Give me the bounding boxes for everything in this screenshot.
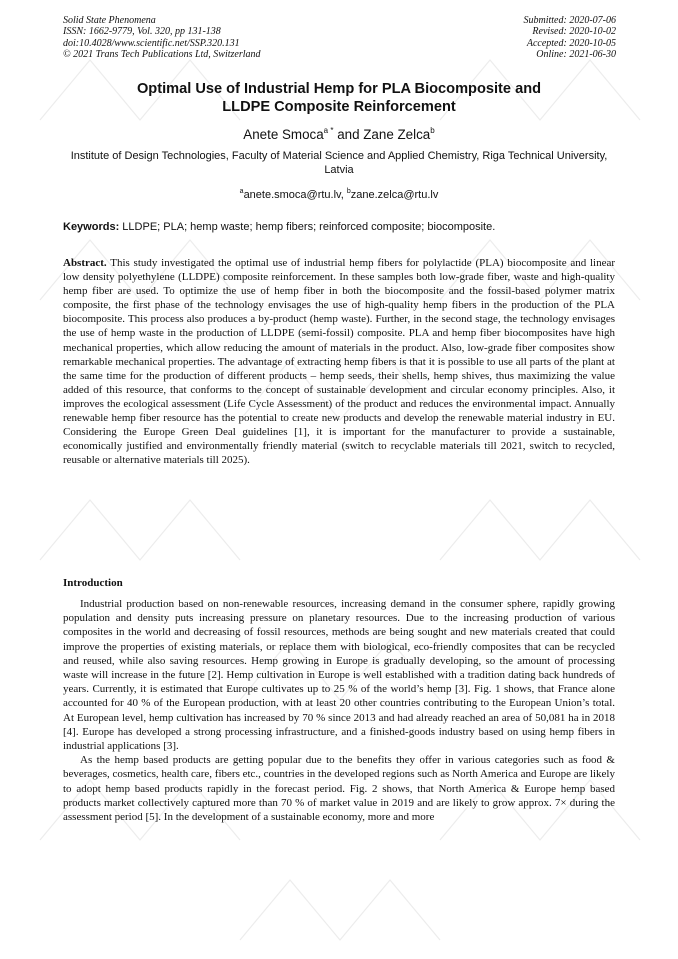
keywords-label: Keywords: — [63, 221, 120, 233]
author-emails — [0, 185, 678, 202]
date-accepted: Accepted: 2020-10-05 — [526, 37, 616, 49]
title-line-2: LLDPE Composite Reinforcement — [222, 98, 456, 115]
email-a-marker: a — [239, 188, 244, 195]
introduction-body — [63, 597, 615, 824]
author-1-marker: a * — [323, 126, 334, 135]
author-2-marker: b — [430, 126, 435, 135]
date-online: Online: 2021-06-30 — [536, 49, 616, 61]
title-line-1: Optimal Use of Industrial Hemp for PLA Biocomposite and — [136, 81, 542, 97]
journal-name: Solid State Phenomena — [63, 15, 156, 26]
author-list — [0, 123, 678, 143]
date-revised: Revised: 2020-10-02 — [532, 26, 616, 38]
journal-issn: ISSN: 1662-9779, Vol. 320, pp 131-138 — [63, 26, 221, 38]
paper-title — [0, 81, 678, 116]
intro-paragraph-1: Industrial production based on non-renewable resources, increasing demand in the consumer sphere, rapidly growing population and density puts increasing pressure on planetary resources. Due to the increasing production of various composites in the world and decreasing of fossil resources, methods are being sought and new materials created that could improve the properties of existing materials, or replace them with biological, eco-friendly composites that can be recycled and reused, while also saving resources. Hemp growing in Europe is gradually developing, so the amount of processing waste will increase in the future [2]. Hemp cultivation in Europe is well established with a tradition dating back hundreds of years. Currently, it is estimated that Europe cultivates up to 25 % of the world’s hemp [3]. Fig. 1 shows, that France alone accounted for 40 % of the European production, with at least 20 other countries contributing to the European Union’s total. At European level, hemp cultivation has increased by 70 % since 2013 and had already reached an area of 50,081 ha in 2018 [4]. Europe has developed a strong processing infrastructure, and a finished-goods industry based on using hemp fibers in industrial applications [3]. — [63, 598, 615, 753]
abstract-label: Abstract. — [63, 257, 107, 269]
journal-info — [63, 15, 261, 61]
journal-doi[interactable]: doi:10.4028/www.scientific.net/SSP.320.131 — [63, 37, 240, 49]
author-name-1: Anete Smoca — [243, 127, 324, 142]
keywords — [63, 220, 615, 234]
abstract — [63, 256, 615, 467]
section-heading-introduction: Introduction — [63, 577, 123, 589]
intro-paragraph-2: As the hemp based products are getting popular due to the benefits they offer in various categories such as food & beverages, cosmetics, health care, fibers etc., countries in the developed regions such as North America and Europe are likely to adopt hemp based products rapidly in the forecast period. Fig. 2 shows, that North America & Europe hemp based products market collectively captured more than 70 % of market value in 2019 and are likely to grow approx. 7× during the assessment period [5]. In the development of a sustainable economy, more and more — [63, 754, 615, 824]
email-a[interactable]: anete.smoca@rtu.lv, — [243, 189, 347, 201]
journal-copyright: © 2021 Trans Tech Publications Ltd, Switzerland — [63, 49, 261, 61]
affiliation: Institute of Design Technologies, Faculty of Material Science and Applied Chemistry, Riga Technical University, Latvia — [70, 150, 608, 177]
keywords-text: LLDPE; PLA; hemp waste; hemp fibers; reinforced composite; biocomposite. — [119, 221, 496, 233]
author-name-2: and Zane Zelca — [333, 127, 431, 142]
email-b[interactable]: zane.zelca@rtu.lv — [350, 189, 439, 201]
email-b-marker: b — [346, 188, 351, 195]
abstract-text: This study investigated the optimal use of industrial hemp fibers for polylactide (PLA) biocomposite and linear low density polyethylene (LLDPE) composite reinforcement. In these samples both low-grade fiber, waste and high-quality hemp fiber are used. To optimize the use of hemp fiber in both the biocomposite and the fossil-based polymer matrix composite, the first phase of the technology envisages the use of high-quality hemp fibers in the production of the PLA biocomposite. This process also produces a by-product (hemp waste). Further, in the second stage, the technology envisages the use of hemp waste in the production of LLDPE (semi-fossil) composite. PLA and hemp fiber biocomposites have high mechanical properties, which allow reducing the amount of materials in the product. Also, low-grade fiber composites show remarkable mechanical properties. The advantage of extracting hemp fibers is that it is possible to use all parts of the plant at the same time for the production of different products – hemp seeds, their shells, hemp shives, thus maximizing the value added of this resource, that conforms to the concept of sustainable development and circular economy principles. Also, it improves the ecological assessment (Life Cycle Assessment) of the product and reduces the environmental impact. Annually renewable hemp fiber resource has the potential to create new products and develop the renewable material industry in EU. Considering the Europe Green Deal guidelines [1], it is important for the manufacturer to provide a sustainable, economically justified and environmentally friendly material (switch to recyclable materials till 2021, switch to recycled, reusable or alternative materials till 2025). — [63, 257, 615, 467]
date-submitted: Submitted: 2020-07-06 — [523, 15, 616, 26]
publication-dates — [524, 15, 617, 61]
